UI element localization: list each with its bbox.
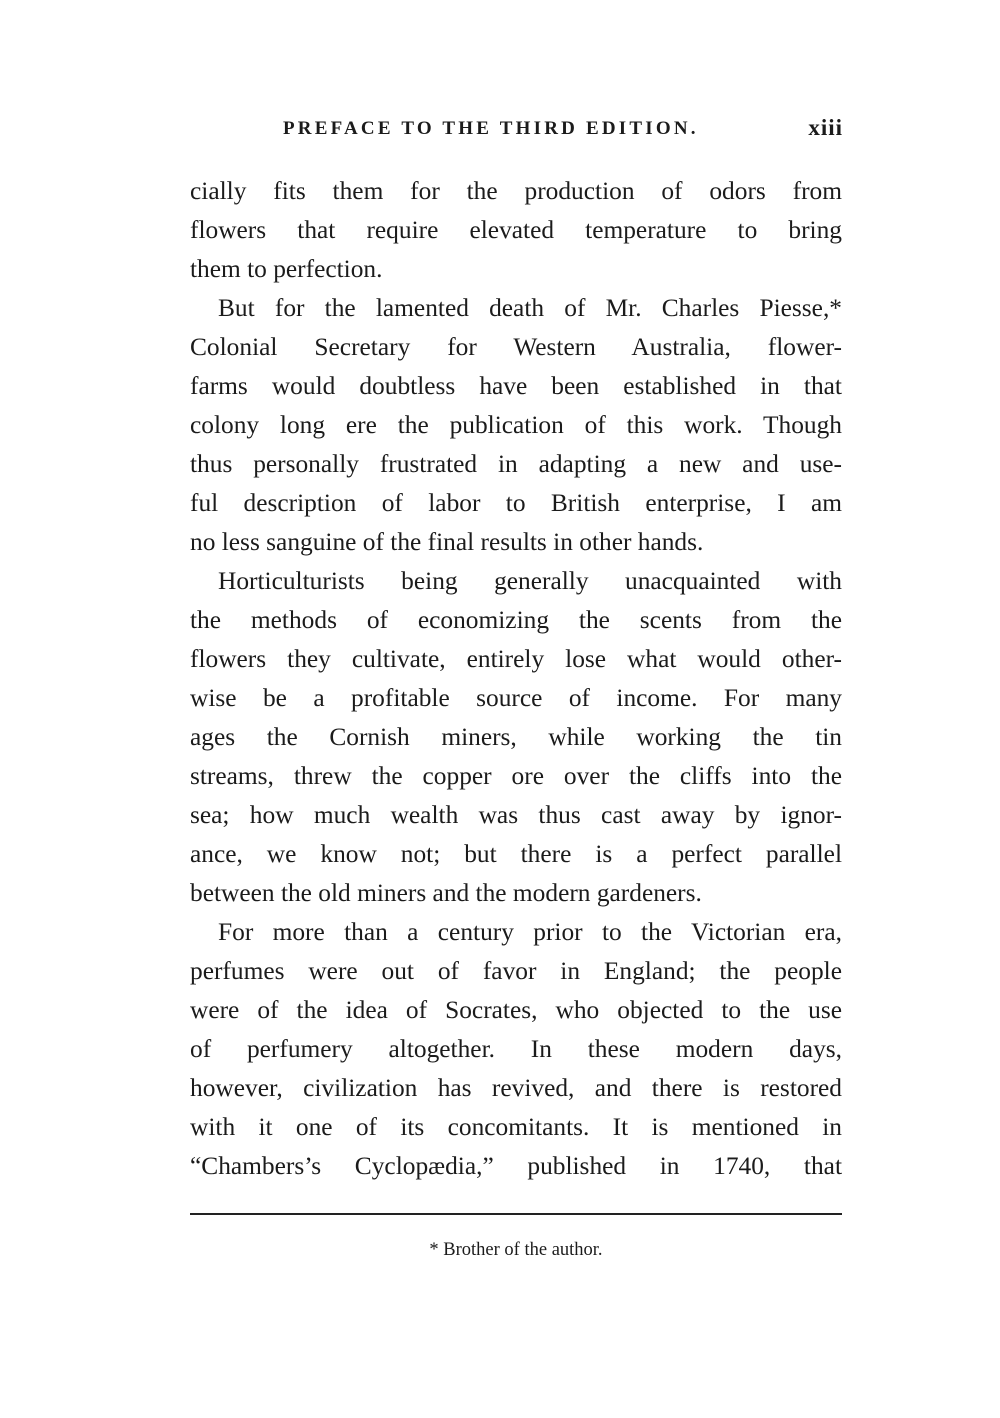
text-line: no less sanguine of the final results in other hands. [190, 528, 704, 556]
text-line: flowers they cultivate, entirely lose what would other- [190, 645, 842, 673]
text-line: cially fits them for the production of odors from [190, 177, 842, 205]
text-line: ance, we know not; but there is a perfect parallel [190, 840, 842, 868]
text-line: For more than a century prior to the Victorian era, [218, 918, 842, 946]
text-line: with it one of its concomitants. It is mentioned in [190, 1113, 842, 1141]
text-line: perfumes were out of favor in England; the people [190, 957, 842, 985]
paragraph [190, 562, 842, 913]
text-line: Colonial Secretary for Western Australia, flower- [190, 333, 842, 361]
text-line: flowers that require elevated temperature to bring [190, 216, 842, 244]
text-line: thus personally frustrated in adapting a new and use- [190, 450, 842, 478]
text-line: colony long ere the publication of this work. Though [190, 411, 842, 439]
text-line: of perfumery altogether. In these modern days, [190, 1035, 842, 1063]
text-line: But for the lamented death of Mr. Charles Piesse,* [218, 294, 842, 322]
body-text [190, 172, 842, 1186]
footnote-rule [190, 1213, 842, 1215]
text-line: streams, threw the copper ore over the cliffs into the [190, 762, 842, 790]
text-line: ful description of labor to British enterprise, I am [190, 489, 842, 517]
paragraph [190, 913, 842, 1186]
running-head [283, 115, 843, 148]
text-line: wise be a profitable source of income. For many [190, 684, 842, 712]
text-line: them to perfection. [190, 255, 383, 283]
text-line: farms would doubtless have been established in that [190, 372, 842, 400]
paragraph [190, 289, 842, 562]
page-number: xiii [808, 115, 843, 140]
footnote: * Brother of the author. [429, 1240, 603, 1260]
text-line: “Chambers’s Cyclopædia,” published in 1740, that [190, 1152, 842, 1180]
paragraph [190, 172, 842, 289]
text-line: Horticulturists being generally unacquainted with [218, 567, 842, 595]
text-line: however, civilization has revived, and there is restored [190, 1074, 842, 1102]
text-line: ages the Cornish miners, while working the tin [190, 723, 842, 751]
running-head-title: PREFACE TO THE THIRD EDITION. [283, 118, 699, 139]
text-line: the methods of economizing the scents from the [190, 606, 842, 634]
text-line: were of the idea of Socrates, who objected to the use [190, 996, 842, 1024]
text-line: sea; how much wealth was thus cast away by ignor- [190, 801, 842, 829]
text-line: between the old miners and the modern gardeners. [190, 879, 702, 907]
